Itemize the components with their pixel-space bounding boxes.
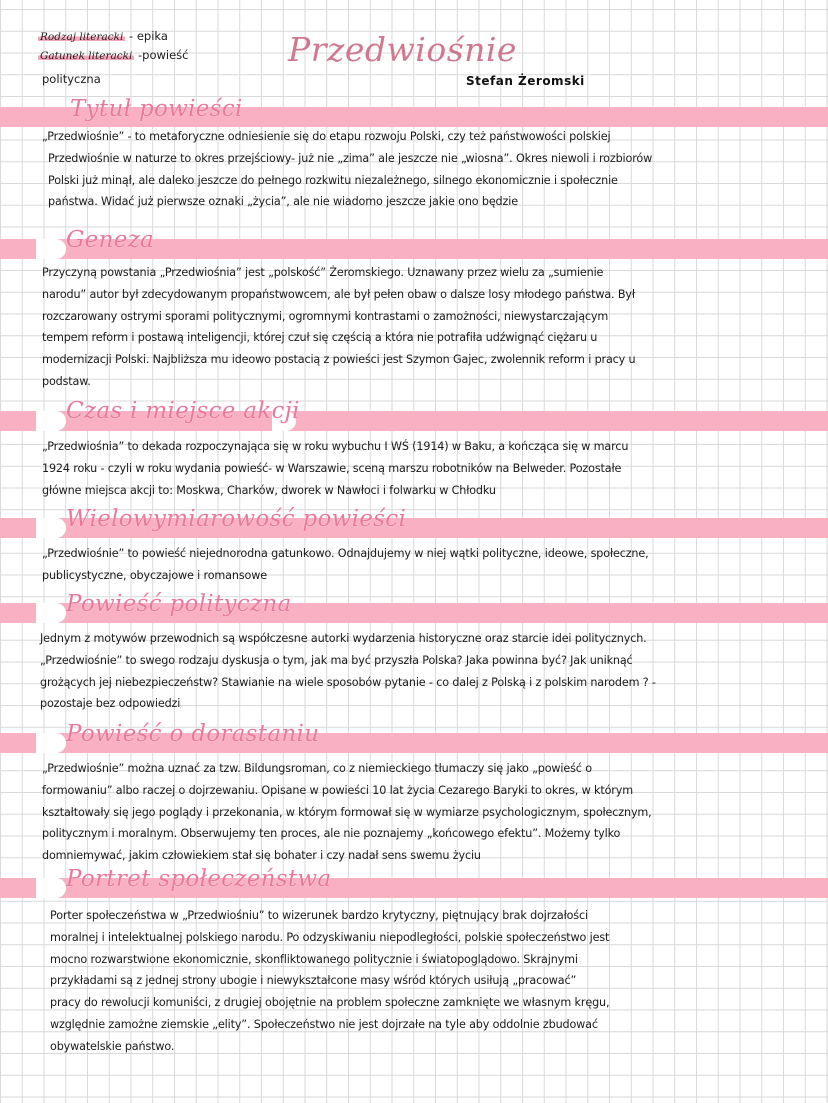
text-line: tempem reform i postawą inteligencji, której czuł się częścią a która nie potrafiła udźwignąć ciężaru u xyxy=(42,331,598,345)
section-body xyxy=(42,126,652,213)
text-line: 1924 roku - czyli w roku wydania powieść- w Warszawie, sceną marszu robotników na Belweder. Pozostałe xyxy=(42,461,622,475)
text-line: moralnej i intelektualnej polskiego narodu. Po odzyskiwaniu niepodległości, polskie społeczeństwo jest xyxy=(50,930,610,944)
section-body xyxy=(42,262,636,393)
author-name: Stefan Żeromski xyxy=(466,74,585,88)
text-line: pracy do rewolucji komuniści, z drugiej obojętnie na problem społeczne zamknięte we własnym kręgu, xyxy=(50,996,610,1009)
text-line: publicystyczne, obyczajowe i romansowe xyxy=(42,568,267,582)
text-line: domniemywać, jakim człowiekiem stał się bohater i czy nadał sens swemu życiu xyxy=(42,849,481,862)
literary-type-line xyxy=(38,46,188,66)
genre-value: - epika xyxy=(129,29,168,43)
text-line: Jednym z motywów przewodnich są współczesne autorki wydarzenia historyczne oraz starcie idei politycznych. xyxy=(40,632,647,645)
literary-type-value: -powieść xyxy=(138,48,189,62)
band-gap xyxy=(36,603,66,623)
section-heading: Portret społeczeństwa xyxy=(66,866,332,892)
section-heading: Powieść o dorastaniu xyxy=(66,721,320,747)
section-heading: Wielowymiarowość powieści xyxy=(66,506,407,532)
text-line: „Przedwiośnia” to dekada rozpoczynająca się w roku wybuchu I WŚ (1914) w Baku, a kończąca się w marcu xyxy=(42,440,629,453)
band-gap xyxy=(36,733,66,753)
text-line: podstaw. xyxy=(42,374,91,388)
section-body xyxy=(50,905,609,1057)
band-gap xyxy=(36,518,66,538)
text-line: pozostaje bez odpowiedzi xyxy=(40,697,181,711)
text-line: Porter społeczeństwa w „Przedwiośniu” to wizerunek bardzo krytyczny, piętnujący brak dojrzałości xyxy=(50,909,588,922)
literary-type-value-cont: polityczna xyxy=(42,72,101,86)
section-heading: Geneza xyxy=(66,227,155,253)
section-body xyxy=(40,628,656,715)
section-body xyxy=(42,436,628,501)
text-line: względnie zamożne ziemskie „elity”. Społeczeństwo nie jest dojrzałe na tyle aby oddolnie zbudować xyxy=(50,1017,598,1031)
section-heading: Tytuł powieści xyxy=(70,96,243,122)
text-line: „Przedwiośnie” można uznać za tzw. Bildungsroman, co z niemieckiego tłumaczy się jako „powieść o xyxy=(42,762,592,775)
band-gap xyxy=(36,239,66,259)
text-line: formowaniu” albo raczej o dojrzewaniu. Opisane w powieści 10 lat życia Cezarego Baryki to okres, w którym xyxy=(42,783,633,797)
text-line: Polski już minął, ale daleko jeszcze do pełnego rozkwitu niezależnego, silnego ekonomicznie i społecznie xyxy=(48,173,618,187)
band-gap xyxy=(36,411,66,431)
section-heading: Czas i miejsce akcji xyxy=(66,398,300,424)
section-body xyxy=(42,758,652,867)
text-line: państwa. Widać już pierwsze oznaki „życia”, ale nie wiadomo jeszcze jakie ono będzie xyxy=(48,195,518,209)
text-line: modernizacji Polski. Najbliższa mu ideowo postacią z powieści jest Szymon Gajec, zwolennik reform i pracy u xyxy=(42,353,636,366)
page-title: Przedwiośnie xyxy=(288,30,517,69)
band-gap xyxy=(36,878,66,898)
section-heading: Powieść polityczna xyxy=(66,591,292,617)
text-line: Przyczyną powstania „Przedwiośnia” jest „polskość” Żeromskiego. Uznawany przez wielu za „sumienie xyxy=(42,266,604,279)
text-line: główne miejsca akcji to: Moskwa, Charków, dworek w Nawłoci i folwarku w Chłodku xyxy=(42,483,496,497)
literary-type-label: Gatunek literacki xyxy=(40,50,133,62)
text-line: mocno rozwarstwione ekonomicznie, skonfliktowanego politycznie i światopoglądowo. Skrajnymi xyxy=(50,952,578,966)
section-body xyxy=(42,543,649,587)
text-line: grożących jej niebezpieczeństw? Stawianie na wiele sposobów pytanie - co dalej z Polską i z polskim narodem ? - xyxy=(40,675,656,689)
text-line: przykładami są z jednej strony ubogie i niewykształcone masy wśród których usiłują „pracować” xyxy=(50,974,577,988)
text-line: „Przedwiośnie” to powieść niejednorodna gatunkowo. Odnajdujemy w niej wątki polityczne, ideowe, społeczne, xyxy=(42,547,649,560)
text-line: Przedwiośnie w naturze to okres przejściowy- już nie „zima” ale jeszcze nie „wiosna”. Okres niewoli i rozbiorów xyxy=(48,151,653,165)
text-line: obywatelskie państwo. xyxy=(50,1039,175,1053)
text-line: kształtowały się jego poglądy i przekonania, w którym formował się w wymiarze psychologicznym, społecznym, xyxy=(42,805,652,819)
text-line: „Przedwiośnie” - to metaforyczne odniesienie się do etapu rozwoju Polski, czy też państwowości polskiej xyxy=(42,130,611,143)
text-line: politycznym i moralnym. Obserwujemy ten proces, ale nie poznajemy „końcowego efektu”. Możemy tylko xyxy=(42,827,621,841)
text-line: „Przedwiośnie” to swego rodzaju dyskusja o tym, jak ma być przyszła Polska? Jaka powinna być? Jak uniknąć xyxy=(40,653,633,667)
text-line: rozczarowany ostrymi sporami politycznymi, ogromnymi kontrastami o zamożności, niewystarczającym xyxy=(42,309,609,323)
genre-line xyxy=(38,27,168,47)
text-line: narodu” autor był zdecydowanym propaństwowcem, ale był pełen obaw o dalsze losy młodego państwa. Był xyxy=(42,287,635,301)
genre-label: Rodzaj literacki xyxy=(40,31,124,43)
